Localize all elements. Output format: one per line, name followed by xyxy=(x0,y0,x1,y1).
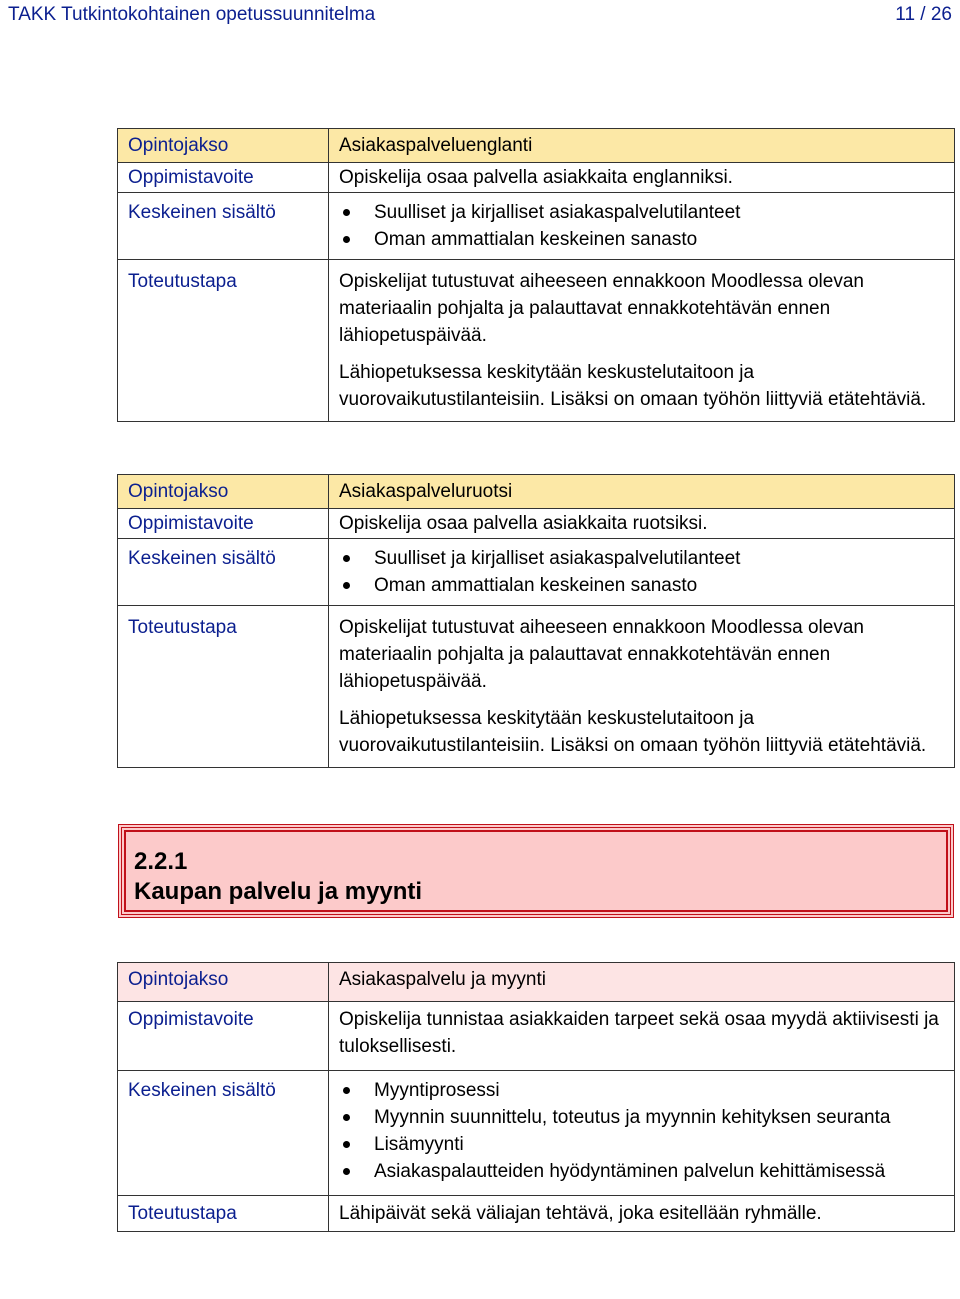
method-paragraph: Opiskelijat tutustuvat aiheeseen ennakkoon Moodlessa olevan materiaalin pohjalta ja palauttavat ennakkotehtävän ennen lähiopetuspäivää. xyxy=(339,271,864,346)
document-title: TAKK Tutkintokohtainen opetussuunnitelma xyxy=(8,4,376,25)
goal-row xyxy=(118,509,955,539)
course-name: Asiakaspalveluenglanti xyxy=(329,129,955,163)
content-row xyxy=(118,193,955,260)
method-paragraph: Opiskelijat tutustuvat aiheeseen ennakkoon Moodlessa olevan materiaalin pohjalta ja palauttavat ennakkotehtävän ennen lähiopetuspäivää. xyxy=(339,617,864,692)
course-goal: Opiskelija tunnistaa asiakkaiden tarpeet sekä osaa myydä aktiivisesti ja tuloksellisesti. xyxy=(329,1002,955,1071)
label-toteutustapa: Toteutustapa xyxy=(118,606,329,768)
method-paragraph: Lähipäivät sekä väliajan tehtävä, joka esitellään ryhmälle. xyxy=(339,1203,822,1224)
course-method xyxy=(329,606,955,768)
content-item: Myyntiprosessi xyxy=(374,1077,944,1104)
content-item: Oman ammattialan keskeinen sanasto xyxy=(374,572,944,599)
course-method xyxy=(329,1196,955,1232)
course-method xyxy=(329,260,955,422)
course-goal: Opiskelija osaa palvella asiakkaita ruotsiksi. xyxy=(329,509,955,539)
method-row xyxy=(118,260,955,422)
course-table-1 xyxy=(117,128,955,422)
goal-row xyxy=(118,163,955,193)
goal-row xyxy=(118,1002,955,1071)
method-paragraph: Lähiopetuksessa keskitytään keskustelutaitoon ja vuorovaikutustilanteisiin. Lisäksi on omaan työhön liittyviä etätehtäviä. xyxy=(339,362,927,410)
course-table-3 xyxy=(117,962,955,1232)
course-content xyxy=(329,1071,955,1196)
course-table-2 xyxy=(117,474,955,768)
content-row xyxy=(118,1071,955,1196)
label-toteutustapa: Toteutustapa xyxy=(118,1196,329,1232)
label-toteutustapa: Toteutustapa xyxy=(118,260,329,422)
section-heading xyxy=(118,824,954,918)
content-item: Oman ammattialan keskeinen sanasto xyxy=(374,226,944,253)
course-content xyxy=(329,539,955,606)
label-oppimistavoite: Oppimistavoite xyxy=(118,163,329,193)
course-goal: Opiskelija osaa palvella asiakkaita englanniksi. xyxy=(329,163,955,193)
method-paragraph: Lähiopetuksessa keskitytään keskustelutaitoon ja vuorovaikutustilanteisiin. Lisäksi on omaan työhön liittyviä etätehtäviä. xyxy=(339,708,927,756)
course-content xyxy=(329,193,955,260)
label-sisalto: Keskeinen sisältö xyxy=(118,193,329,260)
content-item: Myynnin suunnittelu, toteutus ja myynnin kehityksen seuranta xyxy=(374,1104,944,1131)
label-sisalto: Keskeinen sisältö xyxy=(118,539,329,606)
content-row xyxy=(118,539,955,606)
course-name-row xyxy=(118,963,955,1002)
label-opintojakso: Opintojakso xyxy=(118,129,329,163)
method-row xyxy=(118,606,955,768)
content-item: Suulliset ja kirjalliset asiakaspalvelutilanteet xyxy=(374,545,944,572)
content-item: Lisämyynti xyxy=(374,1131,944,1158)
course-name-row xyxy=(118,475,955,509)
page-header xyxy=(0,0,960,30)
course-name: Asiakaspalvelu ja myynti xyxy=(329,963,955,1002)
method-row xyxy=(118,1196,955,1232)
label-opintojakso: Opintojakso xyxy=(118,475,329,509)
section-number: 2.2.1 xyxy=(134,848,188,875)
label-sisalto: Keskeinen sisältö xyxy=(118,1071,329,1196)
page-number: 11 / 26 xyxy=(895,4,952,25)
course-name: Asiakaspalveluruotsi xyxy=(329,475,955,509)
label-opintojakso: Opintojakso xyxy=(118,963,329,1002)
label-oppimistavoite: Oppimistavoite xyxy=(118,509,329,539)
course-name-row xyxy=(118,129,955,163)
content-item: Asiakaspalautteiden hyödyntäminen palvelun kehittämisessä xyxy=(374,1158,944,1185)
content-item: Suulliset ja kirjalliset asiakaspalvelutilanteet xyxy=(374,199,944,226)
section-title: Kaupan palvelu ja myynti xyxy=(134,878,423,905)
label-oppimistavoite: Oppimistavoite xyxy=(118,1002,329,1071)
